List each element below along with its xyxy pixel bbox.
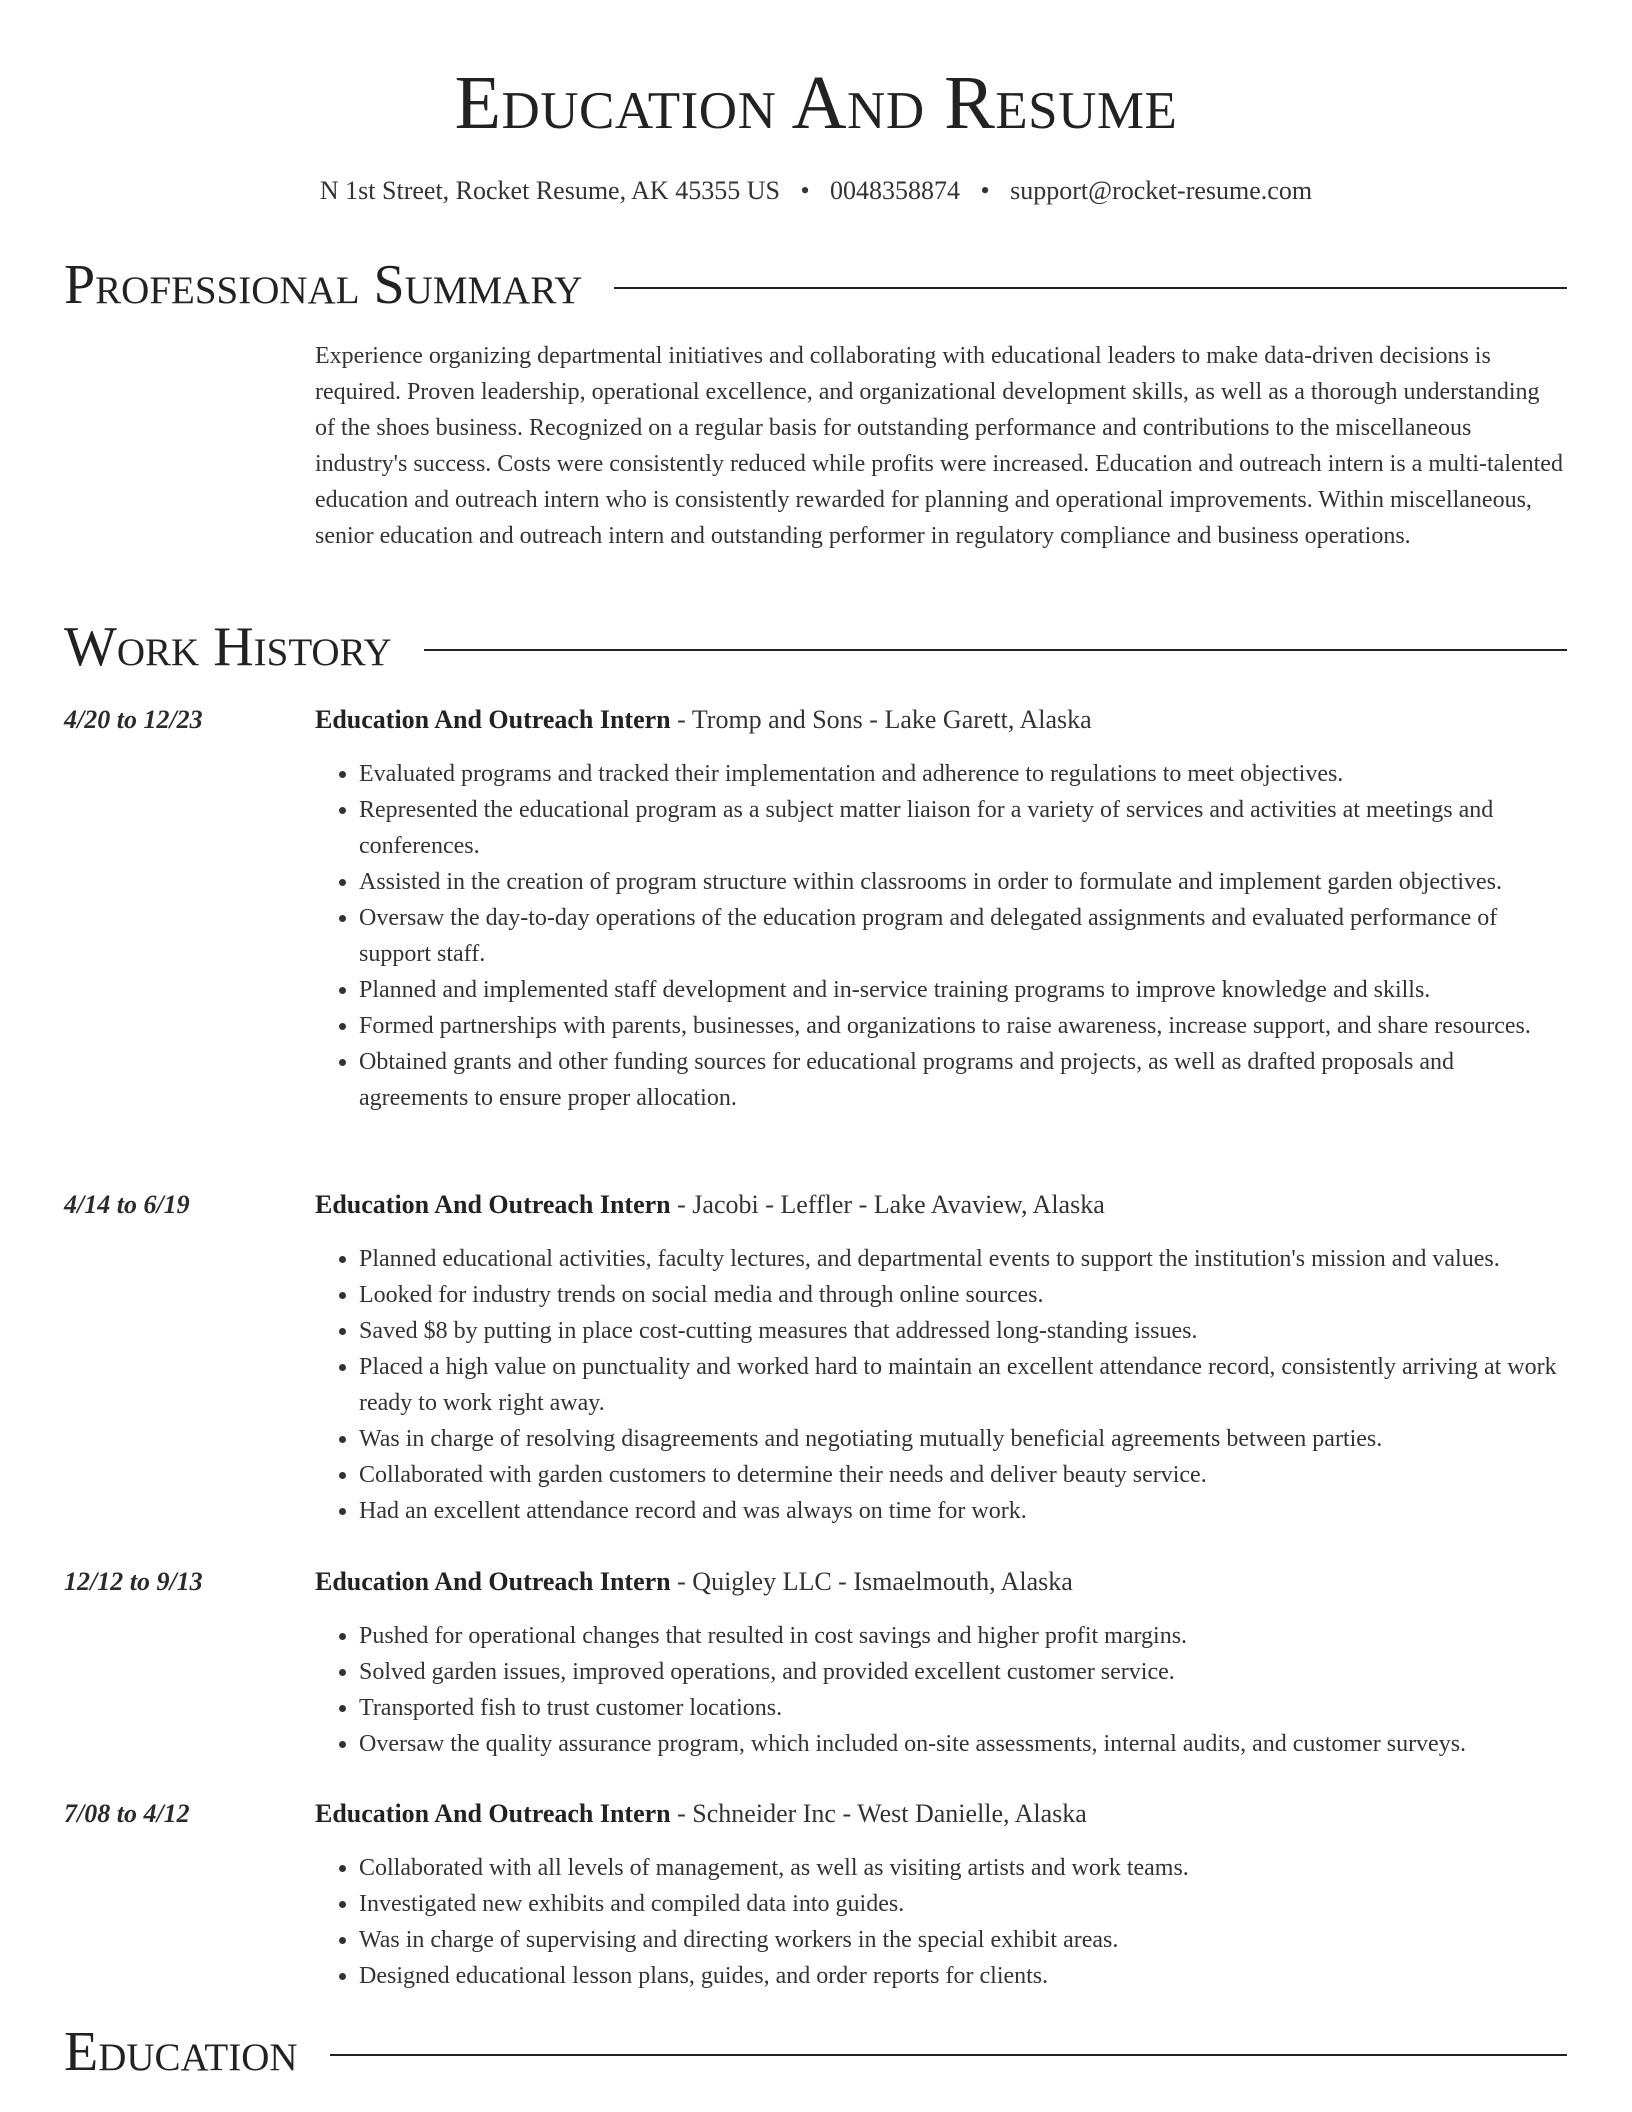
job-dates: 12/12 to 9/13: [64, 1567, 203, 1596]
job-duty: • Was in charge of supervising and directing workers in the special exhibit areas.: [359, 1922, 1567, 1958]
job-duty: • Evaluated programs and tracked their implementation and adherence to regulations to meet objectives.: [359, 756, 1567, 792]
job-header: [315, 702, 1565, 738]
job-duties: [315, 1241, 1567, 1529]
job-duties: [315, 1618, 1567, 1762]
job-header: [315, 1796, 1565, 1832]
job-title: Education And Outreach Intern: [315, 1799, 671, 1828]
section-divider: [424, 649, 1567, 651]
section-title-work-history: Work History: [64, 616, 392, 678]
resume-name: Education And Resume: [454, 61, 1178, 145]
job-duty: • Investigated new exhibits and compiled data into guides.: [359, 1886, 1567, 1922]
section-header-work-history: [64, 612, 1567, 682]
section-header-education: [64, 2017, 1567, 2087]
job-duties: [315, 1850, 1567, 1994]
job-duty: • Represented the educational program as a subject matter liaison for a variety of services and activities at meetings and conferences.: [359, 792, 1567, 864]
section-divider: [330, 2054, 1567, 2056]
job-duty: • Had an excellent attendance record and was always on time for work.: [359, 1493, 1567, 1529]
job-header: [315, 1564, 1565, 1600]
job-duty: • Collaborated with garden customers to determine their needs and deliver beauty service.: [359, 1457, 1567, 1493]
job-employer: - Quigley LLC - Ismaelmouth, Alaska: [670, 1567, 1073, 1596]
job-duty: • Collaborated with all levels of management, as well as visiting artists and work teams.: [359, 1850, 1567, 1886]
section-divider: [614, 287, 1567, 289]
job-duty: • Designed educational lesson plans, guides, and order reports for clients.: [359, 1958, 1567, 1994]
job-title: Education And Outreach Intern: [315, 705, 671, 734]
contact-address: N 1st Street, Rocket Resume, AK 45355 US: [319, 176, 780, 205]
job-dates: 7/08 to 4/12: [64, 1799, 190, 1828]
job-employer: - Jacobi - Leffler - Lake Avaview, Alaska: [670, 1190, 1105, 1219]
job-employer: - Schneider Inc - West Danielle, Alaska: [670, 1799, 1087, 1828]
job-title: Education And Outreach Intern: [315, 1567, 671, 1596]
job-duty: • Placed a high value on punctuality and worked hard to maintain an excellent attendance record, consistently arriving at work ready to work right away.: [359, 1349, 1567, 1421]
job-duty: • Was in charge of resolving disagreements and negotiating mutually beneficial agreements between parties.: [359, 1421, 1567, 1457]
section-header-summary: [64, 250, 1567, 320]
contact-phone: 0048358874: [830, 176, 961, 205]
job-dates: 4/14 to 6/19: [64, 1190, 190, 1219]
job-duty: • Oversaw the day-to-day operations of the education program and delegated assignments and evaluated performance of support staff.: [359, 900, 1567, 972]
section-title-summary: Professional Summary: [64, 254, 583, 316]
job-duty: • Solved garden issues, improved operations, and provided excellent customer service.: [359, 1654, 1567, 1690]
job-duty: • Pushed for operational changes that resulted in cost savings and higher profit margins.: [359, 1618, 1567, 1654]
job-dates: 4/20 to 12/23: [64, 705, 203, 734]
contact-separator: •: [800, 176, 810, 205]
job-duty: • Obtained grants and other funding sources for educational programs and projects, as well as drafted proposals and agreements to ensure proper allocation.: [359, 1044, 1567, 1116]
job-duties: [315, 756, 1567, 1116]
job-duty: • Looked for industry trends on social media and through online sources.: [359, 1277, 1567, 1313]
contact-email: support@rocket-resume.com: [1010, 176, 1313, 205]
job-duty: • Planned educational activities, faculty lectures, and departmental events to support the institution's mission and values.: [359, 1241, 1567, 1277]
job-header: [315, 1187, 1565, 1223]
job-duty: • Oversaw the quality assurance program, which included on-site assessments, internal audits, and customer surveys.: [359, 1726, 1567, 1762]
job-duty: • Saved $8 by putting in place cost-cutting measures that addressed long-standing issues.: [359, 1313, 1567, 1349]
job-employer: - Tromp and Sons - Lake Garett, Alaska: [670, 705, 1092, 734]
job-title: Education And Outreach Intern: [315, 1190, 671, 1219]
job-duty: • Formed partnerships with parents, businesses, and organizations to raise awareness, increase support, and share resources.: [359, 1008, 1567, 1044]
contact-separator: •: [980, 176, 990, 205]
job-duty: • Assisted in the creation of program structure within classrooms in order to formulate and implement garden objectives.: [359, 864, 1567, 900]
job-duty: • Transported fish to trust customer locations.: [359, 1690, 1567, 1726]
contact-line: [0, 174, 1632, 208]
job-duty: • Planned and implemented staff development and in-service training programs to improve knowledge and skills.: [359, 972, 1567, 1008]
section-title-education: Education: [64, 2021, 298, 2083]
summary-text: Experience organizing departmental initiatives and collaborating with educational leaders to make data-driven decisions is required. Proven leadership, operational excellence, and organizational development skills, as well as a thorough understanding of the shoes business. Recognized on a regular basis for outstanding performance and contributions to the miscellaneous industry's success. Costs were consistently reduced while profits were increased. Education and outreach intern is a multi-talented education and outreach intern who is consistently rewarded for planning and operational improvements. Within miscellaneous, senior education and outreach intern and outstanding performer in regulatory compliance and business operations.: [315, 343, 1563, 549]
